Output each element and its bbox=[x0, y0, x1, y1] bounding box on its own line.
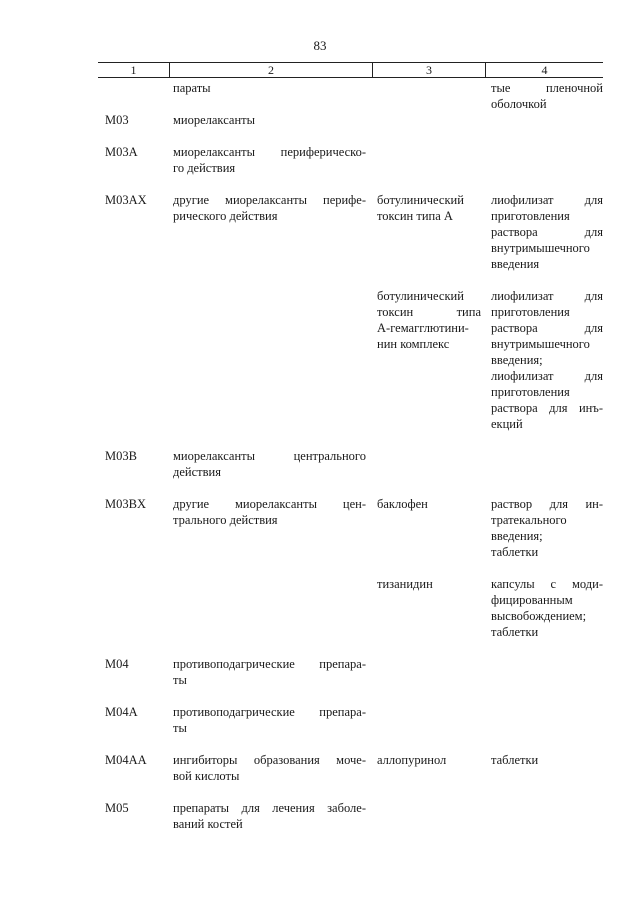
row-11-form bbox=[491, 752, 603, 768]
row-2-code bbox=[105, 112, 165, 128]
row-10-name bbox=[173, 704, 366, 736]
row-8-form bbox=[491, 576, 603, 640]
cell-line: другие миорелаксанты цен- bbox=[173, 497, 366, 511]
cell-line: А-гемагглютини- bbox=[377, 321, 469, 335]
cell-line: M03A bbox=[105, 145, 138, 159]
cell-line: приготовления bbox=[491, 305, 570, 319]
cell-line: таблетки bbox=[491, 753, 539, 767]
row-11-substance bbox=[377, 752, 481, 768]
row-3-name bbox=[173, 144, 366, 176]
cell-line: приготовления bbox=[491, 209, 570, 223]
cell-line: токсин типа bbox=[377, 305, 481, 319]
cell-line: ботулинический bbox=[377, 289, 464, 303]
row-7-code bbox=[105, 496, 165, 512]
header-col-4: 4 bbox=[541, 63, 548, 77]
cell-line: ингибиторы образования моче- bbox=[173, 753, 366, 767]
row-3-code bbox=[105, 144, 165, 160]
row-4-form bbox=[491, 192, 603, 272]
row-7-substance bbox=[377, 496, 481, 512]
cell-line: введения; bbox=[491, 529, 543, 543]
cell-line: ты bbox=[173, 721, 187, 735]
cell-line: лиофилизат для bbox=[491, 193, 603, 207]
row-6-name bbox=[173, 448, 366, 480]
row-9-name bbox=[173, 656, 366, 688]
cell-line: миорелаксанты периферическо- bbox=[173, 145, 366, 159]
cell-line: тизанидин bbox=[377, 577, 433, 591]
cell-line: нин комплекс bbox=[377, 337, 450, 351]
cell-line: баклофен bbox=[377, 497, 428, 511]
cell-line: тратекального bbox=[491, 513, 567, 527]
header-col-2: 2 bbox=[268, 63, 274, 77]
cell-line: действия bbox=[173, 465, 221, 479]
cell-line: го действия bbox=[173, 161, 236, 175]
cell-line: миорелаксанты bbox=[173, 113, 255, 127]
cell-line: высвобождением; bbox=[491, 609, 587, 623]
table-header bbox=[98, 62, 603, 78]
cell-line: ботулинический bbox=[377, 193, 464, 207]
cell-line: введения bbox=[491, 257, 540, 271]
cell-line: фицированным bbox=[491, 593, 573, 607]
row-7-name bbox=[173, 496, 366, 528]
cell-line: M03BX bbox=[105, 497, 146, 511]
cell-line: M05 bbox=[105, 801, 129, 815]
cell-line: раствора для инъ- bbox=[491, 401, 603, 415]
cell-line: оболочкой bbox=[491, 97, 547, 111]
page-number: 83 bbox=[313, 38, 327, 53]
cell-line: миорелаксанты центрального bbox=[173, 449, 366, 463]
cell-line: трального действия bbox=[173, 513, 278, 527]
row-12-name bbox=[173, 800, 366, 832]
row-11-name bbox=[173, 752, 366, 784]
cell-line: таблетки bbox=[491, 625, 539, 639]
cell-line: капсулы с моди- bbox=[491, 577, 603, 591]
row-10-code bbox=[105, 704, 165, 720]
cell-line: ваний костей bbox=[173, 817, 243, 831]
row-5-form bbox=[491, 288, 603, 432]
row-1-name bbox=[173, 80, 366, 96]
cell-line: раствора для bbox=[491, 321, 603, 335]
cell-line: раствор для ин- bbox=[491, 497, 603, 511]
row-7-form bbox=[491, 496, 603, 560]
cell-line: M03B bbox=[105, 449, 137, 463]
row-5-substance bbox=[377, 288, 481, 352]
cell-line: препараты для лечения заболе- bbox=[173, 801, 366, 815]
cell-line: M04AA bbox=[105, 753, 147, 767]
header-col-1: 1 bbox=[130, 63, 137, 77]
cell-line: таблетки bbox=[491, 545, 539, 559]
cell-line: введения; bbox=[491, 353, 543, 367]
cell-line: екций bbox=[491, 417, 523, 431]
row-9-code bbox=[105, 656, 165, 672]
row-12-code bbox=[105, 800, 165, 816]
row-4-substance bbox=[377, 192, 481, 224]
cell-line: вой кислоты bbox=[173, 769, 240, 783]
row-4-name bbox=[173, 192, 366, 224]
cell-line: M04 bbox=[105, 657, 129, 671]
row-6-code bbox=[105, 448, 165, 464]
cell-line: противоподагрические препара- bbox=[173, 657, 366, 671]
cell-line: ты bbox=[173, 673, 187, 687]
cell-line: токсин типа А bbox=[377, 209, 453, 223]
cell-line: M04A bbox=[105, 705, 138, 719]
row-2-name bbox=[173, 112, 366, 128]
row-8-substance bbox=[377, 576, 481, 592]
cell-line: M03AX bbox=[105, 193, 147, 207]
row-4-code bbox=[105, 192, 165, 208]
cell-line: аллопуринол bbox=[377, 753, 447, 767]
cell-line: M03 bbox=[105, 113, 129, 127]
cell-line: другие миорелаксанты перифе- bbox=[173, 193, 366, 207]
row-1-form bbox=[491, 80, 603, 112]
row-11-code bbox=[105, 752, 165, 768]
cell-line: рического действия bbox=[173, 209, 278, 223]
header-col-3: 3 bbox=[426, 63, 432, 77]
cell-line: тые пленочной bbox=[491, 81, 603, 95]
cell-line: внутримышечного bbox=[491, 337, 590, 351]
cell-line: противоподагрические препара- bbox=[173, 705, 366, 719]
cell-line: внутримышечного bbox=[491, 241, 590, 255]
cell-line: раствора для bbox=[491, 225, 603, 239]
cell-line: параты bbox=[173, 81, 211, 95]
cell-line: лиофилизат для bbox=[491, 289, 603, 303]
cell-line: лиофилизат для bbox=[491, 369, 603, 383]
cell-line: приготовления bbox=[491, 385, 570, 399]
